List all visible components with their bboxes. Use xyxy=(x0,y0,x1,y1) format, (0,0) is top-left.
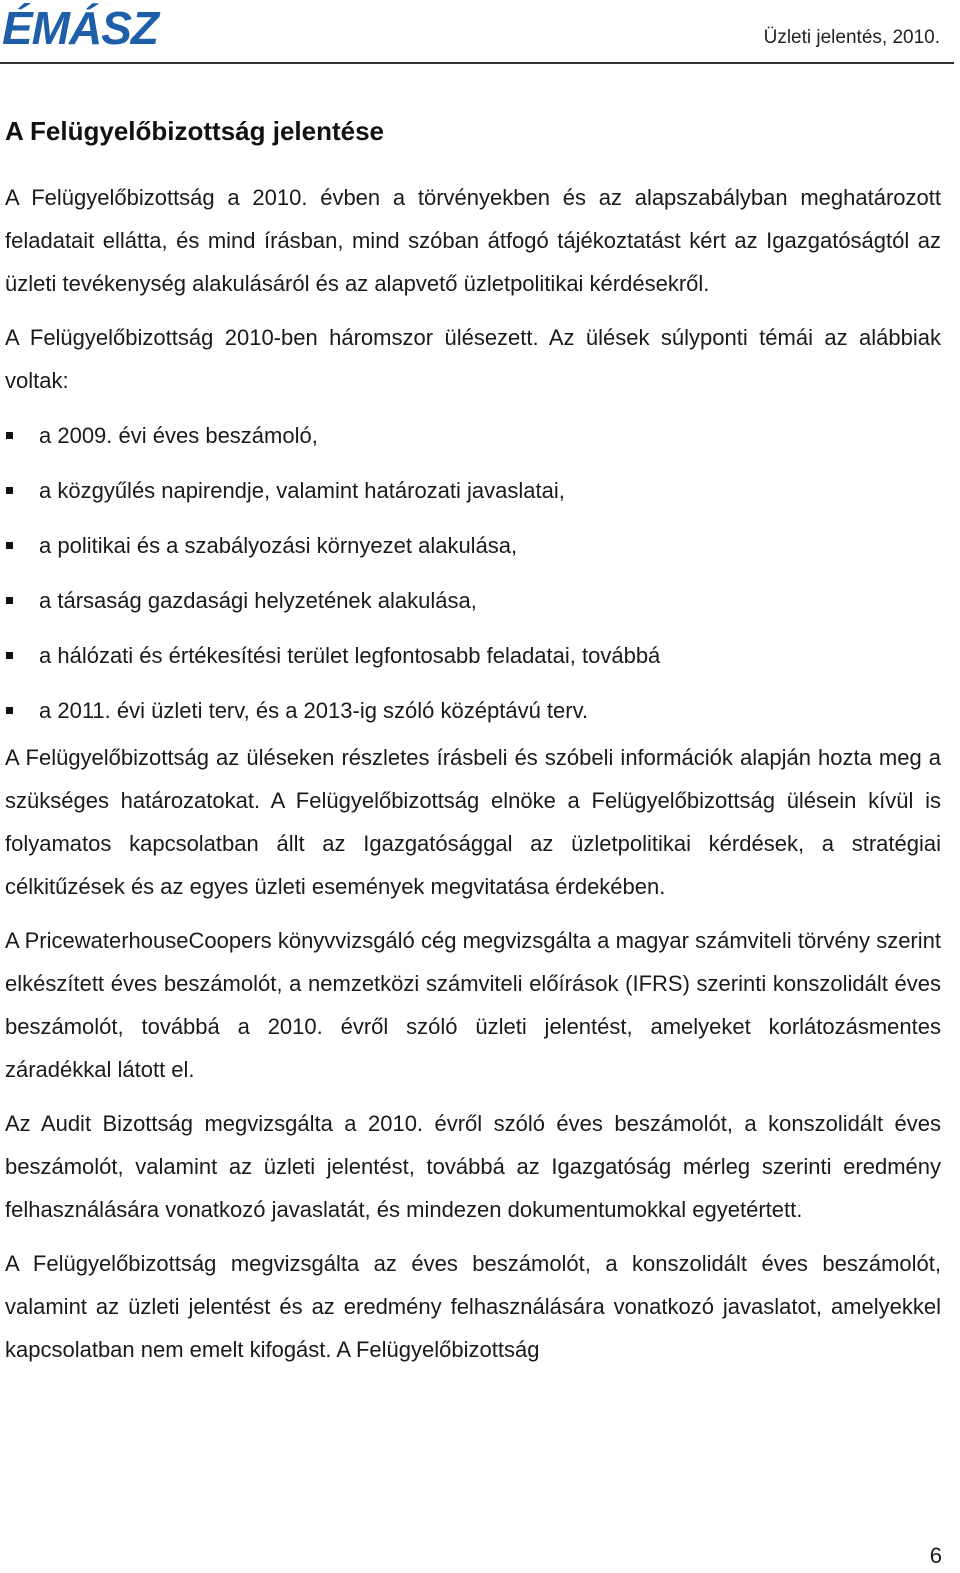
page-header xyxy=(0,0,954,64)
list-item-text: a közgyűlés napirendje, valamint határozati javaslatai, xyxy=(39,478,565,503)
square-bullet-icon xyxy=(6,432,13,439)
paragraph: A Felügyelőbizottság megvizsgálta az éves beszámolót, a konszolidált éves beszámolót, valamint az üzleti jelentést és az eredmény felhasználására vonatkozó javaslatot, amelyekkel kapcsolatban nem emelt kifogást. A Felügyelőbizottság xyxy=(5,1251,941,1362)
square-bullet-icon xyxy=(6,487,13,494)
list-item-text: a társaság gazdasági helyzetének alakulása, xyxy=(39,588,477,613)
paragraph: A PricewaterhouseCoopers könyvvizsgáló cég megvizsgálta a magyar számviteli törvény szerint elkészített éves beszámolót, a nemzetközi számviteli előírások (IFRS) szerinti konszolidált éves beszámolót, továbbá a 2010. évről szóló üzleti jelentést, amelyeket korlátozásmentes záradékkal látott el. xyxy=(5,928,941,1082)
list-item xyxy=(5,408,941,463)
square-bullet-icon xyxy=(6,652,13,659)
list-item-text: a 2011. évi üzleti terv, és a 2013-ig szóló középtávú terv. xyxy=(39,698,589,723)
paragraph: A Felügyelőbizottság 2010-ben háromszor ülésezett. Az ülések súlyponti témái az alábbiak voltak: xyxy=(5,325,941,393)
list-item xyxy=(5,518,941,573)
topic-list xyxy=(5,408,941,738)
paragraph: Az Audit Bizottság megvizsgálta a 2010. évről szóló éves beszámolót, a konszolidált éves beszámolót, valamint az üzleti jelentést, továbbá az Igazgatóság mérleg szerinti eredmény felhasználására vonatkozó javaslatát, és mindezen dokumentumokkal egyetértett. xyxy=(5,1111,941,1222)
document-body xyxy=(5,108,941,1382)
list-item xyxy=(5,628,941,683)
section-heading: A Felügyelőbizottság jelentése xyxy=(5,116,385,146)
paragraph: A Felügyelőbizottság az üléseken részletes írásbeli és szóbeli információk alapján hozta meg a szükséges határozatokat. A Felügyelőbizottság elnöke a Felügyelőbizottság ülésein kívül is folyamatos kapcsolatban állt az Igazgatósággal az üzletpolitikai kérdések, a stratégiai célkitűzések és az egyes üzleti események megvitatása érdekében. xyxy=(5,745,941,899)
list-item xyxy=(5,463,941,518)
paragraph: A Felügyelőbizottság a 2010. évben a törvényekben és az alapszabályban meghatározott feladatait ellátta, és mind írásban, mind szóban átfogó tájékoztatást kért az Igazgatóságtól az üzleti tevékenység alakulásáról és az alapvető üzletpolitikai kérdésekről. xyxy=(5,185,941,296)
list-item-text: a hálózati és értékesítési terület legfontosabb feladatai, továbbá xyxy=(39,643,661,668)
header-title: Üzleti jelentés, 2010. xyxy=(763,27,940,48)
emasz-logo: ÉMÁSZ xyxy=(2,2,158,54)
square-bullet-icon xyxy=(6,542,13,549)
page-number: 6 xyxy=(929,1543,942,1568)
list-item xyxy=(5,573,941,628)
list-item-text: a politikai és a szabályozási környezet alakulása, xyxy=(39,533,518,558)
square-bullet-icon xyxy=(6,707,13,714)
list-item xyxy=(5,683,941,738)
square-bullet-icon xyxy=(6,597,13,604)
list-item-text: a 2009. évi éves beszámoló, xyxy=(39,423,318,448)
